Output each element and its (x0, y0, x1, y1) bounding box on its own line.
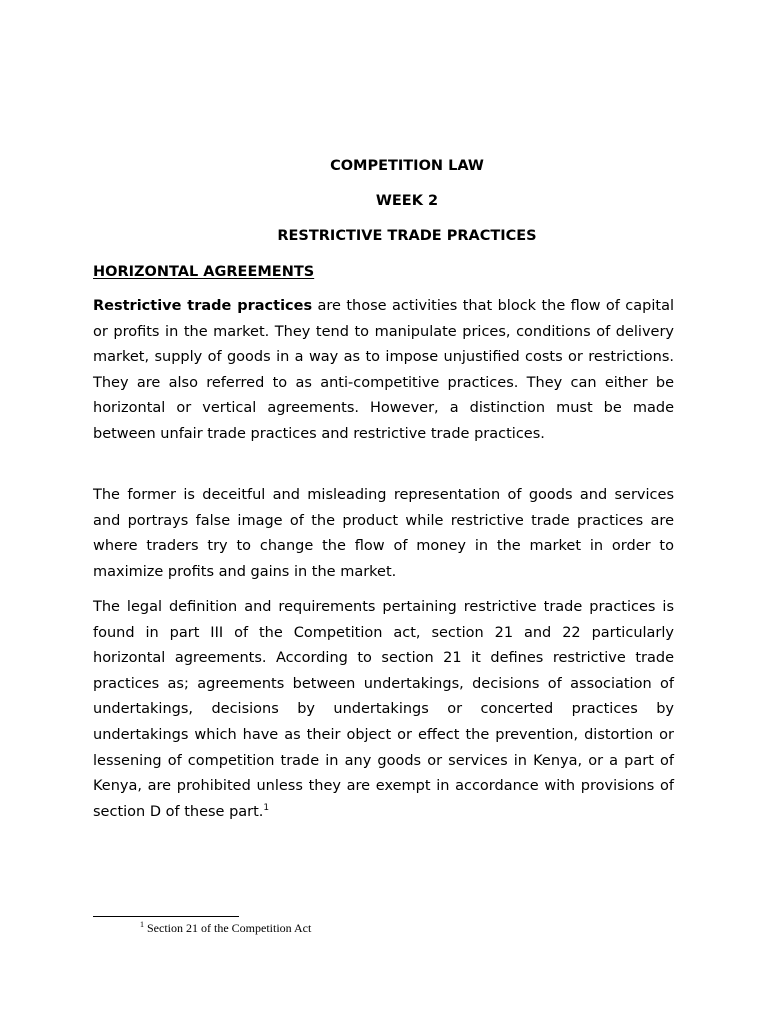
footnote-text: Section 21 of the Competition Act (144, 921, 312, 935)
paragraph-2 (93, 483, 674, 585)
topic-heading: RESTRICTIVE TRADE PRACTICES (277, 228, 537, 244)
paragraph-3 (93, 595, 674, 825)
paragraph-2-text: The former is deceitful and misleading representation of goods and services and portrays false image of the product while restrictive trade practices are where traders try to change the flow of money in the market in order to maximize profits and gains in the market. (93, 487, 674, 580)
footnote-separator (93, 916, 239, 917)
footnote (140, 921, 311, 935)
paragraph-1 (93, 294, 674, 448)
document-title: COMPETITION LAW (330, 158, 484, 174)
paragraph-1-text: are those activities that block the flow of capital or profits in the market. They tend to manipulate prices, conditions of delivery market, supply of goods in a way as to impose unjustified costs or restrictions. They are also referred to as anti-competitive practices. They can either be horizontal or vertical agreements. However, a distinction must be made between unfair trade practices and restrictive trade practices. (93, 298, 674, 442)
paragraph-3-text: The legal definition and requirements pertaining restrictive trade practices is found in part III of the Competition act, section 21 and 22 particularly horizontal agreements. According to section 21 it defines restrictive trade practices as; agreements between undertakings, decisions of association of undertakings, decisions by undertakings or concerted practices by undertakings which have as their object or effect the prevention, distortion or lessening of competition trade in any goods or services in Kenya, or a part of Kenya, are prohibited unless they are exempt in accordance with provisions of section D of these part. (93, 599, 674, 820)
footnote-number: 1 (140, 920, 144, 929)
paragraph-1-lead: Restrictive trade practices (93, 298, 313, 314)
section-heading: HORIZONTAL AGREEMENTS (93, 264, 315, 280)
week-label: WEEK 2 (375, 193, 439, 209)
footnote-reference[interactable]: 1 (263, 802, 270, 813)
